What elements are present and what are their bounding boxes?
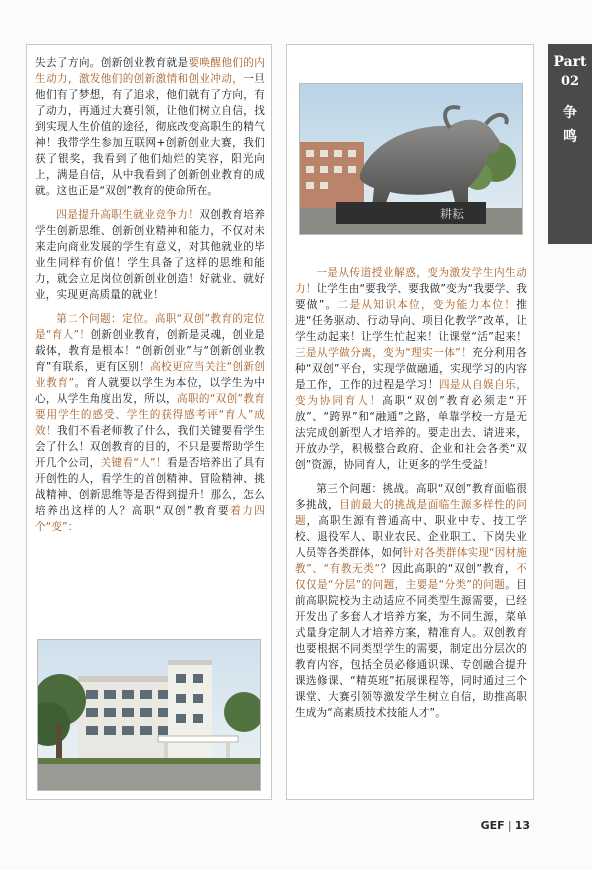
text-run: 高职“双创”教育必须走“开放”、“跨界”和“融通”之路，单靠学校一方是无法完成创新型人才培养的。要走出去、请进来，开放办学，积极整合政府、企业和社会各类“双创”资源，协同育人，让更多的学生受益！	[295, 395, 527, 471]
text-run: ？因此高职的“双创”教育，	[380, 563, 517, 575]
part-label: Part	[553, 54, 587, 70]
highlight-text: 四是提升高职生就业竞争力！	[56, 209, 200, 221]
highlight-text: 一是从传道授业解惑，变为激发学生内生动力！	[295, 267, 527, 295]
text-run: 创新创业教育，创新是灵魂，创业是载体，教育是根本！“创新创业”与“创新创业教育”有联系，更有区别！	[35, 329, 265, 373]
highlight-text: 第二个问题：定位。高职“双创”教育的定位是“育人”！	[35, 313, 265, 341]
paragraph	[295, 265, 527, 473]
section-title-char-2: 鸣	[563, 129, 577, 145]
left-column	[26, 44, 272, 800]
right-column	[286, 44, 534, 800]
part-number: 02	[560, 74, 580, 89]
text-run: 让学生由“要我学、要我做”变为“我要学、我要做”。	[295, 283, 527, 311]
highlight-text: 目前最大的挑战是面临生源多样性的问题	[295, 499, 527, 527]
highlight-text: 二是从知识本位，变为能力本位！	[337, 299, 517, 311]
text-run: 我们不看老师教了什么，我们关键要看学生会了什么！双创教育的目的，不只是要帮助学生开几个公司，	[35, 425, 265, 469]
footer-separator: |	[507, 819, 512, 832]
paragraph	[35, 207, 265, 303]
section-title-char-1: 争	[563, 105, 577, 121]
ox-statue-photo	[299, 83, 523, 235]
highlight-text: 要唤醒他们的内生动力，激发他们的创新激情和创业冲动，	[35, 57, 265, 85]
highlight-text: 着力四个“变”：	[35, 505, 265, 533]
left-text	[35, 55, 265, 535]
text-run: 。目前高职院校为主动适应不同类型生源需要，已经开发出了多套人才培养方案，为不同生源，菜单式量身定制人才培养方案，精准育人。双创教育也要根据不同类型学生的需要，制定出分层次的教育内容，包括全员必修通识课、专创融合提升课选修课、“精英班”拓展课程等，同时通过三个课堂、大赛引领等激发学生树立自信，助推高职生成为“高素质技术技能人才”。	[295, 579, 527, 719]
highlight-text: 高职的“双创”教育要用学生的感受、学生的获得感考评“育人”成效！	[35, 393, 265, 437]
paragraph	[35, 311, 265, 535]
text-run: 充分利用各种“双创”平台，实现学做融通，实现学习的内容是工作，工作的过程是学习！	[295, 347, 528, 391]
magazine-name: GEF	[480, 819, 505, 832]
highlight-text: 四是从自娱自乐，变为协同育人！	[295, 379, 527, 407]
highlight-text: 高校更应当关注“创新创业教育”	[35, 361, 265, 389]
paragraph	[295, 481, 527, 721]
section-title	[548, 101, 592, 149]
highlight-text: 不仅仅是“分层”的问题，主要是“分类”的问题	[295, 563, 527, 591]
text-run: 推进“任务驱动、行动导向、项目化教学”改革，让学生动起来！让学生忙起来！让课堂“活”起来！	[295, 299, 527, 343]
text-run: 第三个问题：挑战。高职“双创”教育面临很多挑战，	[295, 483, 527, 511]
campus-building-photo	[37, 639, 261, 791]
text-run: 双创教育培养学生创新思维、创新创业精神和能力，不仅对未来走向商业发展的学生有意义，对其他就业的毕业生同样有价值！学生具备了这样的思维和能力，就会立足岗位创新创业创造！好就业、就好业，实现更高质量的就业！	[35, 209, 265, 301]
page-footer	[481, 819, 530, 832]
page-number: 13	[514, 819, 530, 832]
text-run: 失去了方向。创新创业教育就是	[35, 57, 189, 69]
text-run: ，高职生源有普通高中、职业中专、技工学校、退役军人、职业农民、企业职工、下岗失业人员等各类群体，如何	[295, 515, 527, 559]
right-text	[295, 265, 527, 721]
text-run: 一旦他们有了梦想，有了追求，他们就有了方向，有了动力，再通过大赛引领，让他们树立自信，找到实现人生价值的途径，彻底改变高职生的精气神！我带学生参加互联网+创新创业大赛，我们获了银奖，我看到了他们灿烂的笑容，阳光向上，满是自信，从中我看到了创新创业教育的成就。这也正是“双创”教育的使命所在。	[35, 73, 265, 197]
highlight-text: 针对各类群体实现“因材施教”、“有教无类”	[295, 547, 528, 575]
highlight-text: 三是从学做分离，变为“理实一体”！	[295, 347, 473, 359]
statue-plaque-text: 耕耘	[440, 207, 465, 221]
text-run: 。育人就要以学生为本位，以学生为中心，从学生角度出发，所以，	[35, 377, 265, 405]
highlight-text: 关键看“人”！	[100, 457, 167, 469]
text-run: 看是否培养出了具有开创性的人，看学生的首创精神、冒险精神、挑战精神、创新思维等是否得到提升！那么，怎么培养出这样的人？高职“双创”教育要	[35, 457, 265, 517]
section-tab	[548, 44, 592, 244]
paragraph	[35, 55, 265, 199]
